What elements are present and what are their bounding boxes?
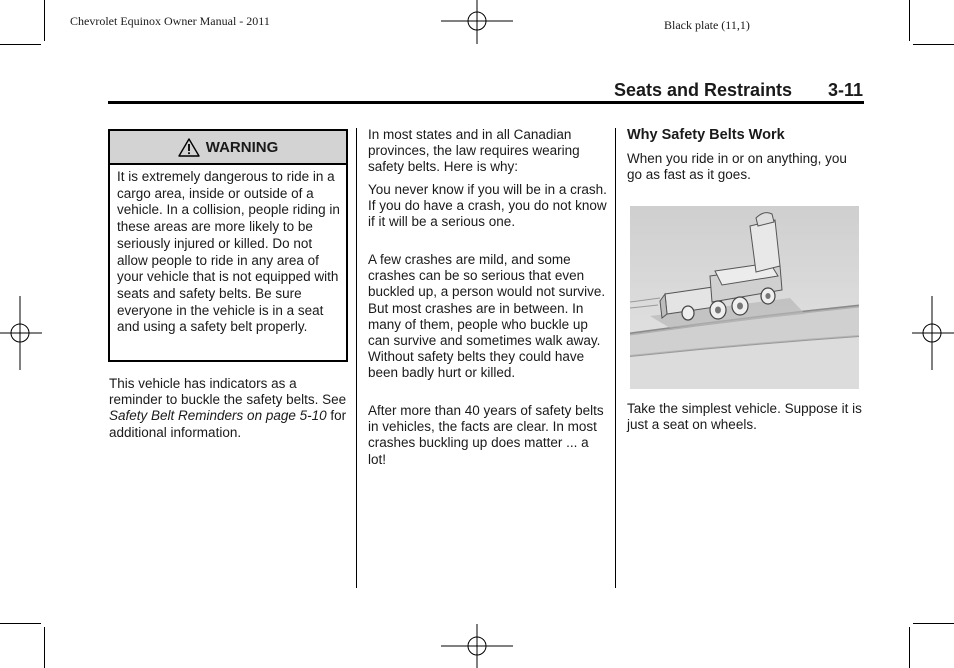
page-number: 3-11 [828,80,864,100]
column-divider [356,128,357,588]
reminder-tail: for additional information. [109,408,347,440]
header-rule [108,101,864,104]
crop-mark [0,44,41,45]
warning-label: WARNING [205,138,279,156]
section-heading: Why Safety Belts Work [627,127,785,143]
registration-mark-right [912,296,954,370]
warning-triangle-icon [178,138,200,157]
warning-box [108,129,348,362]
registration-mark-bottom [441,624,513,668]
crop-mark [913,44,954,45]
crop-mark [44,0,45,41]
reminder-lead: This vehicle has indicators as a reminder to buckle the safety belts. See [109,376,347,408]
paragraph-simplest-vehicle: Take the simplest vehicle. Suppose it is just a seat on wheels. [627,401,862,433]
section-title: Seats and Restraints [614,80,793,100]
paragraph-law: In most states and in all Canadian provinces, the law requires wearing safety belts. Here is why: [368,127,580,175]
warning-header [110,131,346,165]
cross-reference-link[interactable]: Safety Belt Reminders on page 5-10 [109,408,327,424]
plate-label: Black plate (11,1) [664,18,750,32]
crop-mark [913,623,954,624]
reminder-paragraph [109,376,349,441]
column-divider [615,128,616,588]
registration-mark-top [441,0,513,44]
crop-mark [909,627,910,668]
paragraph-speed: When you ride in or on anything, you go as fast as it goes. [627,151,847,183]
seat-on-wheels-illustration [630,206,859,389]
crop-mark [909,0,910,41]
paragraph-mild-crashes: A few crashes are mild, and some crashes can be so serious that even buckled up, a person would not survive. But most crashes are in between. In many of them, people who buckle up can survive and sometimes walk away. Without safety belts they could have been badly hurt or killed. [368,252,606,381]
registration-mark-left [0,296,42,370]
warning-text: It is extremely dangerous to ride in a cargo area, inside or outside of a vehicle. In a collision, people riding in these areas are more likely to be seriously injured or killed. Do not allow people to ride in any area of your vehicle that is not equipped with seats and safety belts. Be sure everyone in the vehicle is in a seat and using a safety belt properly. [117,169,340,335]
paragraph-crash: You never know if you will be in a crash. If you do have a crash, you do not know if it will be a serious one. [368,182,607,230]
manual-title: Chevrolet Equinox Owner Manual - 2011 [70,14,270,28]
crop-mark [44,627,45,668]
crop-mark [0,623,41,624]
paragraph-facts: After more than 40 years of safety belts in vehicles, the facts are clear. In most crashes buckling up does matter ... a lot! [368,403,604,467]
